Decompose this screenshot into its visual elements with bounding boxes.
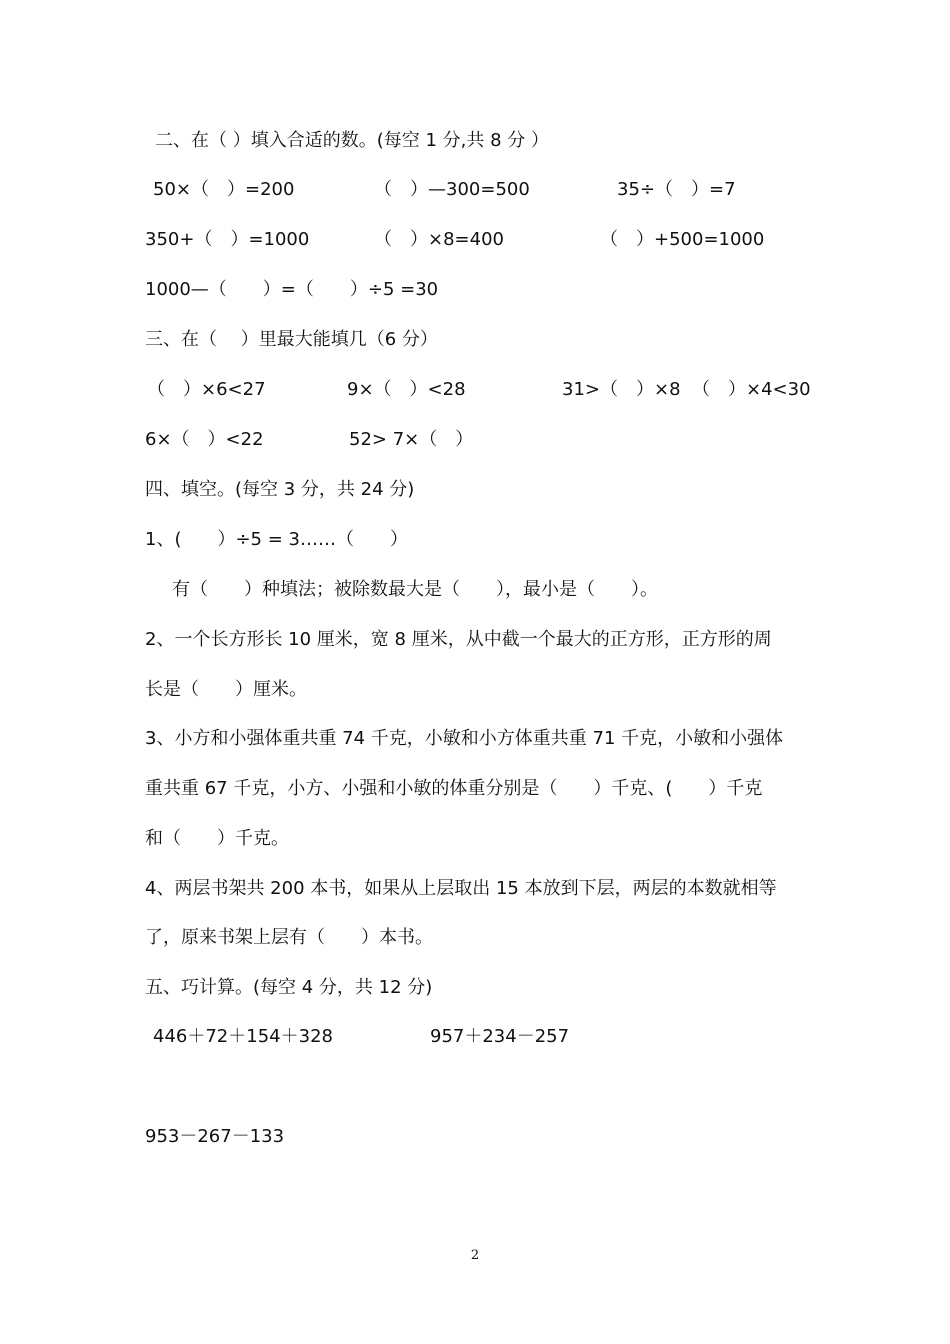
page-number: 2 <box>470 1248 480 1263</box>
s2-item-5: （ ）×8=400 <box>374 229 504 250</box>
s5-expr-3: 953－267－133 <box>145 1126 285 1147</box>
s4-q1-line1: 1、( ）÷5 = 3……（ ） <box>145 529 408 550</box>
s4-q2-line2: 长是（ ）厘米。 <box>145 679 307 700</box>
s2-item-1: 50×（ ）=200 <box>153 179 295 200</box>
s4-q3-line2: 重共重 67 千克，小方、小强和小敏的体重分别是（ ）千克、( ）千克 <box>145 778 763 799</box>
s3-item-5: 6×（ ）<22 <box>145 429 264 450</box>
s4-q4-line2: 了，原来书架上层有（ ）本书。 <box>145 927 433 948</box>
s4-q1-line2: 有（ ）种填法；被除数最大是（ ），最小是（ ）。 <box>172 579 658 600</box>
section5-heading: 五、巧计算。(每空 4 分，共 12 分) <box>145 977 433 998</box>
s3-item-2: 9×（ ）<28 <box>347 379 466 400</box>
section3-heading: 三、在（ ）里最大能填几（6 分） <box>145 329 438 350</box>
s3-item-3: 31>（ ）×8 <box>562 379 681 400</box>
s3-item-6: 52> 7×（ ） <box>349 429 474 450</box>
s5-expr-1: 446＋72＋154＋328 <box>153 1026 333 1047</box>
s2-item-4: 350+（ ）=1000 <box>145 229 310 250</box>
s4-q3-line1: 3、小方和小强体重共重 74 千克，小敏和小方体重共重 71 千克，小敏和小强体 <box>145 728 784 749</box>
section2-heading: 二、在（ ）填入合适的数。(每空 1 分,共 8 分 ） <box>155 130 549 151</box>
s4-q3-line3: 和（ ）千克。 <box>145 828 289 849</box>
s5-expr-2: 957＋234－257 <box>430 1026 570 1047</box>
section4-heading: 四、填空。(每空 3 分，共 24 分) <box>145 479 415 500</box>
s4-q4-line1: 4、两层书架共 200 本书，如果从上层取出 15 本放到下层，两层的本数就相等 <box>145 878 777 899</box>
s4-q2-line1: 2、一个长方形长 10 厘米，宽 8 厘米，从中截一个最大的正方形，正方形的周 <box>145 629 772 650</box>
s2-item-2: （ ）—300=500 <box>374 179 530 200</box>
s2-item-3: 35÷（ ）=7 <box>617 179 736 200</box>
s3-item-1: （ ）×6<27 <box>147 379 266 400</box>
s2-item-7: 1000—（ ）=（ ）÷5 =30 <box>145 279 439 300</box>
s2-item-6: （ ）+500=1000 <box>600 229 765 250</box>
s3-item-4: （ ）×4<30 <box>692 379 811 400</box>
